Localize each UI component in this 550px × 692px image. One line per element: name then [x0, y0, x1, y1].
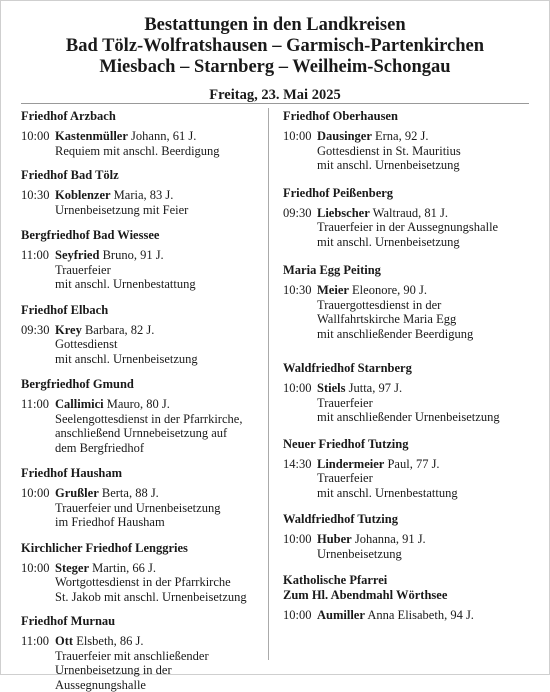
ceremony-detail: Seelengottesdienst in der Pfarrkirche,: [21, 412, 261, 427]
deceased-surname: Huber: [317, 532, 352, 546]
deceased-given-name-age: Martin, 66 J.: [89, 561, 156, 575]
burial-entry: [283, 512, 538, 561]
burial-line: [21, 561, 261, 576]
burial-line: [283, 129, 538, 144]
ceremony-detail: mit anschließender Beerdigung: [283, 327, 538, 342]
cemetery-name: Bergfriedhof Bad Wiessee: [21, 228, 261, 243]
ceremony-detail: Trauergottesdienst in der: [283, 298, 538, 313]
burial-line: [283, 283, 538, 298]
ceremony-detail: mit anschl. Urnenbeisetzung: [283, 158, 538, 173]
ceremony-detail: Requiem mit anschl. Beerdigung: [21, 144, 261, 159]
burial-time: 10:00: [21, 561, 55, 576]
ceremony-detail: dem Bergfriedhof: [21, 441, 261, 456]
column-divider: [268, 108, 269, 660]
date-line: Freitag, 23. Mai 2025: [1, 87, 549, 104]
title-line-3: Miesbach – Starnberg – Weilheim-Schongau: [1, 57, 549, 78]
cemetery-name: Friedhof Peißenberg: [283, 186, 538, 201]
ceremony-detail: Trauerfeier: [283, 396, 538, 411]
deceased-surname: Ott: [55, 634, 73, 648]
right-column: [283, 109, 538, 623]
ceremony-detail: Wortgottesdienst in der Pfarrkirche: [21, 575, 261, 590]
deceased-surname: Meier: [317, 283, 349, 297]
deceased-given-name-age: Mauro, 80 J.: [104, 397, 170, 411]
burial-entry: [283, 263, 538, 341]
ceremony-detail: Gottesdienst in St. Mauritius: [283, 144, 538, 159]
ceremony-detail: anschließend Urnnebeisetzung auf: [21, 426, 261, 441]
left-column: [21, 109, 261, 692]
deceased-surname: Steger: [55, 561, 89, 575]
cemetery-name: Friedhof Bad Tölz: [21, 168, 261, 183]
burial-line: [21, 129, 261, 144]
burial-line: [21, 248, 261, 263]
burial-time: 10:00: [283, 129, 317, 144]
title-line-1: Bestattungen in den Landkreisen: [1, 15, 549, 36]
burial-time: 11:00: [21, 397, 55, 412]
cemetery-name: Maria Egg Peiting: [283, 263, 538, 278]
header-divider: [21, 103, 529, 104]
ceremony-detail: Urnenbeisetzung mit Feier: [21, 203, 261, 218]
burial-time: 10:00: [283, 381, 317, 396]
ceremony-detail: Gottesdienst: [21, 337, 261, 352]
burial-time: 09:30: [21, 323, 55, 338]
ceremony-detail: Trauerfeier: [21, 263, 261, 278]
ceremony-detail: Trauerfeier mit anschließender: [21, 649, 261, 664]
burial-entry: [21, 466, 261, 530]
deceased-given-name-age: Barbara, 82 J.: [82, 323, 155, 337]
burial-line: [21, 323, 261, 338]
burial-entry: [283, 573, 538, 623]
deceased-given-name-age: Erna, 92 J.: [372, 129, 429, 143]
cemetery-name: Bergfriedhof Gmund: [21, 377, 261, 392]
burial-line: [21, 634, 261, 649]
burial-line: [283, 608, 538, 623]
cemetery-name: Friedhof Hausham: [21, 466, 261, 481]
burial-line: [283, 457, 538, 472]
deceased-given-name-age: Paul, 77 J.: [384, 457, 439, 471]
burial-line: [21, 188, 261, 203]
burial-line: [283, 381, 538, 396]
ceremony-detail: Trauerfeier in der Aussegnungshalle: [283, 220, 538, 235]
deceased-surname: Kastenmüller: [55, 129, 128, 143]
ceremony-detail: mit anschl. Urnenbeisetzung: [283, 235, 538, 250]
ceremony-detail: St. Jakob mit anschl. Urnenbeisetzung: [21, 590, 261, 605]
deceased-given-name-age: Eleonore, 90 J.: [349, 283, 427, 297]
burial-line: [21, 397, 261, 412]
deceased-given-name-age: Johann, 61 J.: [128, 129, 196, 143]
deceased-given-name-age: Maria, 83 J.: [111, 188, 174, 202]
burial-time: 10:30: [21, 188, 55, 203]
burial-entry: [21, 168, 261, 217]
cemetery-name: Friedhof Arzbach: [21, 109, 261, 124]
deceased-surname: Lindermeier: [317, 457, 384, 471]
deceased-surname: Seyfried: [55, 248, 99, 262]
deceased-surname: Grußler: [55, 486, 99, 500]
cemetery-name: Friedhof Oberhausen: [283, 109, 538, 124]
burial-time: 10:00: [21, 129, 55, 144]
title-line-2: Bad Tölz-Wolfratshausen – Garmisch-Partenkirchen: [1, 36, 549, 57]
ceremony-detail: mit anschl. Urnenbeisetzung: [21, 352, 261, 367]
ceremony-detail: mit anschl. Urnenbestattung: [283, 486, 538, 501]
burial-entry: [283, 186, 538, 250]
deceased-surname: Callimici: [55, 397, 104, 411]
cemetery-name: Kirchlicher Friedhof Lenggries: [21, 541, 261, 556]
burial-time: 10:00: [21, 486, 55, 501]
burial-line: [21, 486, 261, 501]
burial-time: 11:00: [21, 248, 55, 263]
deceased-surname: Liebscher: [317, 206, 370, 220]
deceased-given-name-age: Berta, 88 J.: [99, 486, 159, 500]
burial-time: 10:00: [283, 608, 317, 623]
ceremony-detail: mit anschließender Urnenbeisetzung: [283, 410, 538, 425]
deceased-given-name-age: Anna Elisabeth, 94 J.: [365, 608, 474, 622]
deceased-surname: Dausinger: [317, 129, 372, 143]
burial-entry: [283, 109, 538, 173]
deceased-surname: Koblenzer: [55, 188, 111, 202]
cemetery-name: Waldfriedhof Tutzing: [283, 512, 538, 527]
ceremony-detail: Trauerfeier: [283, 471, 538, 486]
burial-time: 09:30: [283, 206, 317, 221]
ceremony-detail: Trauerfeier und Urnenbeisetzung: [21, 501, 261, 516]
ceremony-detail: Aussegnungshalle: [21, 678, 261, 692]
burial-entry: [21, 109, 261, 158]
deceased-given-name-age: Bruno, 91 J.: [99, 248, 163, 262]
burial-entry: [21, 541, 261, 605]
burial-entry: [283, 437, 538, 501]
ceremony-detail: Wallfahrtskirche Maria Egg: [283, 312, 538, 327]
cemetery-name: Friedhof Murnau: [21, 614, 261, 629]
deceased-given-name-age: Waltraud, 81 J.: [370, 206, 448, 220]
burial-line: [283, 532, 538, 547]
deceased-surname: Stiels: [317, 381, 345, 395]
deceased-surname: Krey: [55, 323, 82, 337]
burial-time: 10:00: [283, 532, 317, 547]
deceased-given-name-age: Elsbeth, 86 J.: [73, 634, 143, 648]
cemetery-name: Katholische Pfarrei: [283, 573, 538, 588]
deceased-given-name-age: Johanna, 91 J.: [352, 532, 426, 546]
cemetery-name: Friedhof Elbach: [21, 303, 261, 318]
ceremony-detail: im Friedhof Hausham: [21, 515, 261, 530]
burial-line: [283, 206, 538, 221]
burial-entry: [21, 614, 261, 692]
ceremony-detail: Urnenbeisetzung in der: [21, 663, 261, 678]
burial-time: 14:30: [283, 457, 317, 472]
cemetery-name: Neuer Friedhof Tutzing: [283, 437, 538, 452]
burial-entry: [21, 377, 261, 455]
burial-entry: [21, 228, 261, 292]
deceased-surname: Aumiller: [317, 608, 365, 622]
burial-entry: [283, 361, 538, 425]
burial-time: 11:00: [21, 634, 55, 649]
header: [1, 1, 549, 104]
ceremony-detail: mit anschl. Urnenbestattung: [21, 277, 261, 292]
burial-entry: [21, 303, 261, 367]
cemetery-name: Zum Hl. Abendmahl Wörthsee: [283, 588, 538, 603]
burial-time: 10:30: [283, 283, 317, 298]
ceremony-detail: Urnenbeisetzung: [283, 547, 538, 562]
cemetery-name: Waldfriedhof Starnberg: [283, 361, 538, 376]
deceased-given-name-age: Jutta, 97 J.: [345, 381, 402, 395]
